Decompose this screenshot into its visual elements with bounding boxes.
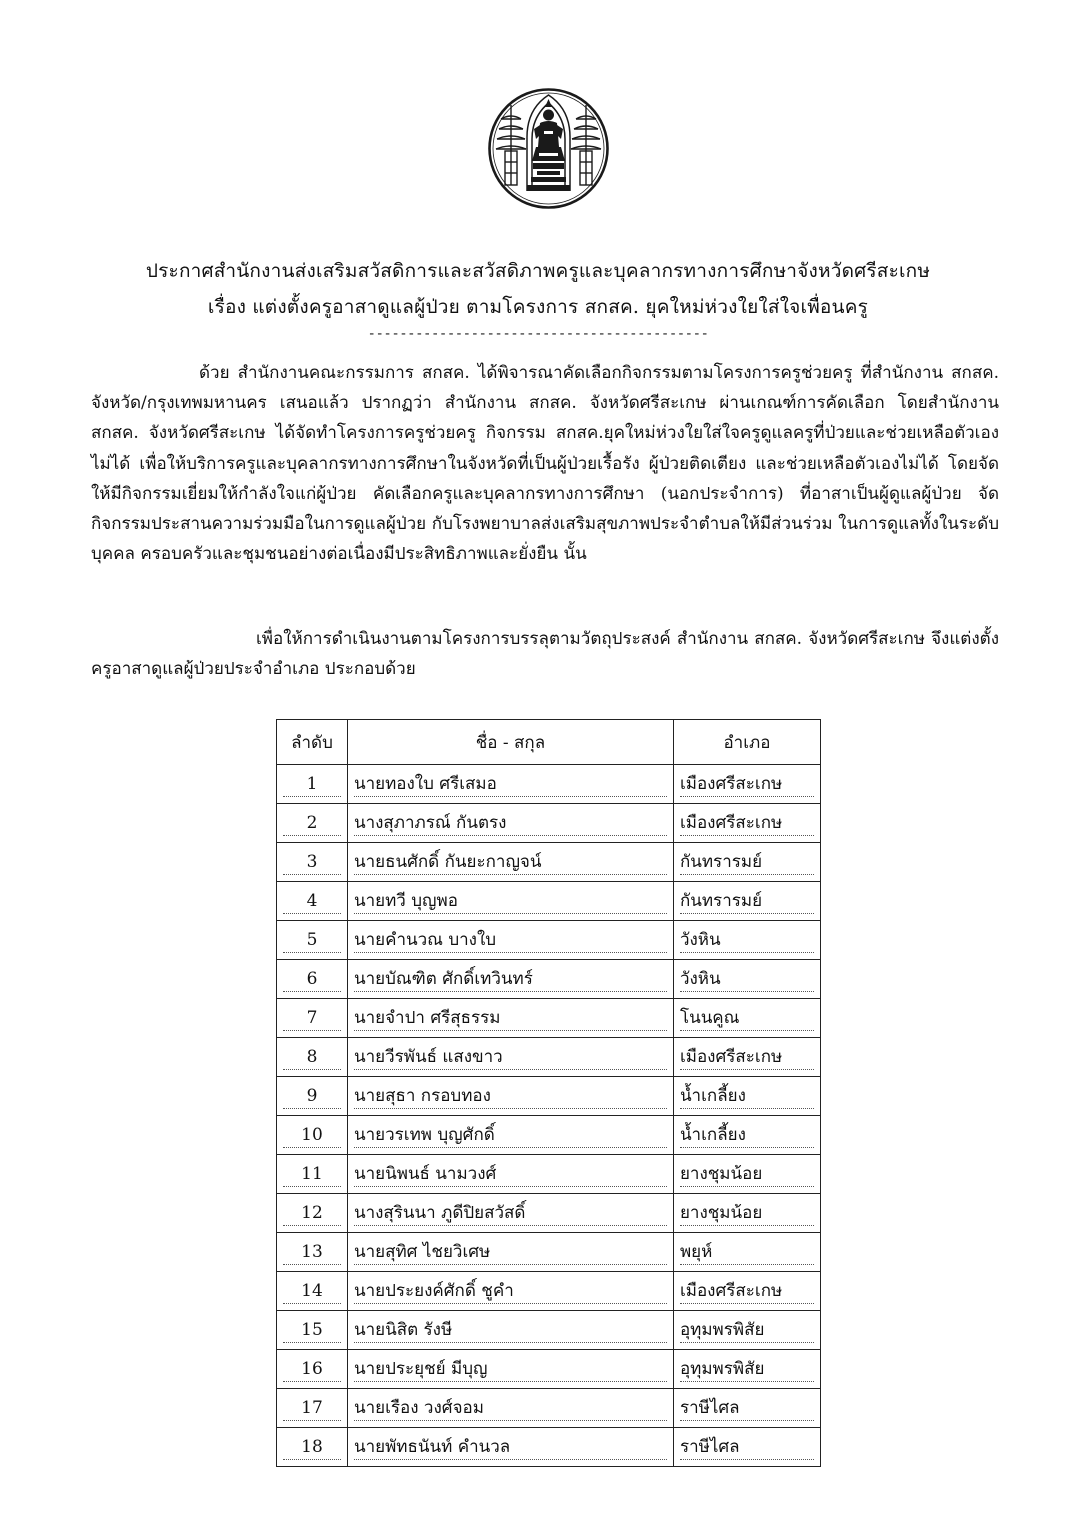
row-name: นายทองใบ ศรีเสมอ xyxy=(354,772,667,797)
row-number-cell xyxy=(277,921,348,960)
table-row xyxy=(277,921,821,960)
row-district: ราษีไศล xyxy=(680,1396,814,1421)
row-name-cell xyxy=(347,1038,673,1077)
row-district-cell xyxy=(673,1038,820,1077)
row-number-cell xyxy=(277,960,348,999)
row-name-cell xyxy=(347,960,673,999)
table-row xyxy=(277,1233,821,1272)
row-district-cell xyxy=(673,1311,820,1350)
table-row xyxy=(277,960,821,999)
row-name: นายคำนวณ บางใบ xyxy=(354,928,667,953)
row-district: น้ำเกลี้ยง xyxy=(680,1123,814,1148)
announcement-title: ประกาศสำนักงานส่งเสริมสวัสดิการและสวัสดิภาพครูและบุคลากรทางการศึกษาจังหวัดศรีสะเกษ xyxy=(145,260,931,282)
row-district-cell xyxy=(673,765,820,804)
row-number: 1 xyxy=(283,772,341,797)
table-row xyxy=(277,1038,821,1077)
row-district: อุทุมพรพิสัย xyxy=(680,1357,814,1382)
table-row xyxy=(277,765,821,804)
government-seal-icon xyxy=(487,87,610,210)
row-number: 6 xyxy=(283,967,341,992)
row-district-cell xyxy=(673,960,820,999)
row-number-cell xyxy=(277,999,348,1038)
row-name: นายวรเทพ บุญศักดิ์ xyxy=(354,1123,667,1148)
row-name-cell xyxy=(347,1116,673,1155)
row-district: กันทรารมย์ xyxy=(680,850,814,875)
row-name: นายจำปา ศรีสุธรรม xyxy=(354,1006,667,1031)
row-name-cell xyxy=(347,1233,673,1272)
row-district: วังหิน xyxy=(680,928,814,953)
row-number-cell xyxy=(277,1272,348,1311)
row-district: โนนคูณ xyxy=(680,1006,814,1031)
volunteer-teacher-table xyxy=(276,719,821,1467)
row-district-cell xyxy=(673,1233,820,1272)
row-district: พยุห์ xyxy=(680,1240,814,1265)
table-row xyxy=(277,1194,821,1233)
row-number-cell xyxy=(277,1311,348,1350)
row-name-cell xyxy=(347,921,673,960)
table-row xyxy=(277,1311,821,1350)
row-number-cell xyxy=(277,1155,348,1194)
row-name-cell xyxy=(347,1350,673,1389)
row-number-cell xyxy=(277,1389,348,1428)
row-name-cell xyxy=(347,1155,673,1194)
table-row xyxy=(277,882,821,921)
row-name: นายนิพนธ์ นามวงศ์ xyxy=(354,1162,667,1187)
row-name: นายบัณฑิต ศักดิ์เทวินทร์ xyxy=(354,967,667,992)
row-district-cell xyxy=(673,1389,820,1428)
column-header-district: อำเภอ xyxy=(673,720,820,765)
body-paragraph-1: ด้วย สำนักงานคณะกรรมการ สกสค. ได้พิจารณาคัดเลือกกิจกรรมตามโครงการครูช่วยครู ที่สำนักงาน สกสค. จังหวัด/กรุงเทพมหานคร เสนอแล้ว ปรากฏว่า สำนักงาน สกสค. จังหวัดศรีสะเกษ ผ่านเกณฑ์การคัดเลือก โดยสำนักงาน สกสค. จังหวัดศรีสะเกษ ได้จัดทำโครงการครูช่วยครู กิจกรรม สกสค.ยุคใหม่ห่วงใยใส่ใจครูดูแลครูที่ป่วยและช่วยเหลือตัวเองไม่ได้ เพื่อให้บริการครูและบุคลากรทางการศึกษาในจังหวัดที่เป็นผู้ป่วยเรื้อรัง ผู้ป่วยติดเตียง และช่วยเหลือตัวเองไม่ได้ โดยจัดให้มีกิจกรรมเยี่ยมให้กำลังใจแก่ผู้ป่วย คัดเลือกครูและบุคลากรทางการศึกษา (นอกประจำการ) ที่อาสาเป็นผู้ดูแลผู้ป่วย จัดกิจกรรมประสานความร่วมมือในการดูแลผู้ป่วย กับโรงพยาบาลส่งเสริมสุขภาพประจำตำบลให้มีส่วนร่วม ในการดูแลทั้งในระดับบุคคล ครอบครัวและชุมชนอย่างต่อเนื่องมีประสิทธิภาพและยั่งยืน นั้น xyxy=(91,363,999,565)
row-number: 9 xyxy=(283,1084,341,1109)
title-separator: ------------------------------------------- xyxy=(367,326,709,342)
row-name-cell xyxy=(347,882,673,921)
table-row xyxy=(277,1350,821,1389)
row-district: ราษีไศล xyxy=(680,1435,814,1460)
row-number: 15 xyxy=(283,1318,341,1343)
row-district-cell xyxy=(673,1428,820,1467)
table-row xyxy=(277,1389,821,1428)
row-name: นายประยงค์ศักดิ์ ชูคำ xyxy=(354,1279,667,1304)
row-number-cell xyxy=(277,1077,348,1116)
row-name: นายพัทธนันท์ คำนวล xyxy=(354,1435,667,1460)
row-number-cell xyxy=(277,1116,348,1155)
row-name-cell xyxy=(347,1311,673,1350)
table-row xyxy=(277,999,821,1038)
row-number: 17 xyxy=(283,1396,341,1421)
row-number: 18 xyxy=(283,1435,341,1460)
row-name: นางสุภาภรณ์ กันตรง xyxy=(354,811,667,836)
row-name-cell xyxy=(347,1389,673,1428)
row-district-cell xyxy=(673,843,820,882)
table-row xyxy=(277,804,821,843)
row-name: นางสุรินนา ภูดีปิยสวัสดิ์ xyxy=(354,1201,667,1226)
row-number: 10 xyxy=(283,1123,341,1148)
row-number-cell xyxy=(277,1350,348,1389)
body-paragraph-2: เพื่อให้การดำเนินงานตามโครงการบรรลุตามวัตถุประสงค์ สำนักงาน สกสค. จังหวัดศรีสะเกษ จึงแต่งตั้งครูอาสาดูแลผู้ป่วยประจำอำเภอ ประกอบด้วย xyxy=(91,629,999,680)
row-number: 4 xyxy=(283,889,341,914)
row-number: 11 xyxy=(283,1162,341,1187)
row-district-cell xyxy=(673,999,820,1038)
row-district-cell xyxy=(673,1350,820,1389)
row-name-cell xyxy=(347,843,673,882)
row-name-cell xyxy=(347,765,673,804)
row-name: นายประยุชย์ มีบุญ xyxy=(354,1357,667,1382)
row-name: นายธนศักดิ์ กันยะกาญจน์ xyxy=(354,850,667,875)
row-district-cell xyxy=(673,804,820,843)
row-district-cell xyxy=(673,1272,820,1311)
row-number: 12 xyxy=(283,1201,341,1226)
column-header-name: ชื่อ - สกุล xyxy=(347,720,673,765)
row-number: 14 xyxy=(283,1279,341,1304)
row-district: อุทุมพรพิสัย xyxy=(680,1318,814,1343)
row-number-cell xyxy=(277,765,348,804)
row-district: น้ำเกลี้ยง xyxy=(680,1084,814,1109)
row-number: 13 xyxy=(283,1240,341,1265)
row-number-cell xyxy=(277,882,348,921)
table-header-row xyxy=(277,720,821,765)
row-district-cell xyxy=(673,1194,820,1233)
row-district-cell xyxy=(673,1155,820,1194)
row-name: นายเรือง วงศ์จอม xyxy=(354,1396,667,1421)
row-number: 8 xyxy=(283,1045,341,1070)
table-row xyxy=(277,1155,821,1194)
announcement-subject: เรื่อง แต่งตั้งครูอาสาดูแลผู้ป่วย ตามโครงการ สกสค. ยุคใหม่ห่วงใยใส่ใจเพื่อนครู xyxy=(207,296,869,318)
row-name-cell xyxy=(347,1077,673,1116)
row-district: กันทรารมย์ xyxy=(680,889,814,914)
table-row xyxy=(277,1077,821,1116)
row-number-cell xyxy=(277,843,348,882)
column-header-no: ลำดับ xyxy=(277,720,348,765)
row-name: นายสุทิศ ไชยวิเศษ xyxy=(354,1240,667,1265)
row-number: 2 xyxy=(283,811,341,836)
row-name-cell xyxy=(347,1194,673,1233)
row-name-cell xyxy=(347,804,673,843)
row-district: เมืองศรีสะเกษ xyxy=(680,772,814,797)
row-district-cell xyxy=(673,921,820,960)
row-district-cell xyxy=(673,1077,820,1116)
row-name: นายทวี บุญพอ xyxy=(354,889,667,914)
row-district: ยางชุมน้อย xyxy=(680,1162,814,1187)
row-name-cell xyxy=(347,1428,673,1467)
row-number: 7 xyxy=(283,1006,341,1031)
row-name-cell xyxy=(347,1272,673,1311)
row-district-cell xyxy=(673,882,820,921)
row-name-cell xyxy=(347,999,673,1038)
row-district-cell xyxy=(673,1116,820,1155)
table-row xyxy=(277,1428,821,1467)
row-number: 16 xyxy=(283,1357,341,1382)
row-number: 3 xyxy=(283,850,341,875)
row-number-cell xyxy=(277,1233,348,1272)
table-row xyxy=(277,1116,821,1155)
row-district: ยางชุมน้อย xyxy=(680,1201,814,1226)
row-number: 5 xyxy=(283,928,341,953)
row-district: เมืองศรีสะเกษ xyxy=(680,1045,814,1070)
row-district: เมืองศรีสะเกษ xyxy=(680,1279,814,1304)
row-number-cell xyxy=(277,804,348,843)
row-number-cell xyxy=(277,1194,348,1233)
table-row xyxy=(277,843,821,882)
row-number-cell xyxy=(277,1428,348,1467)
row-district: เมืองศรีสะเกษ xyxy=(680,811,814,836)
row-number-cell xyxy=(277,1038,348,1077)
row-name: นายสุธา กรอบทอง xyxy=(354,1084,667,1109)
row-district: วังหิน xyxy=(680,967,814,992)
row-name: นายนิสิต รังษี xyxy=(354,1318,667,1343)
row-name: นายวีรพันธ์ แสงขาว xyxy=(354,1045,667,1070)
table-row xyxy=(277,1272,821,1311)
table-body xyxy=(277,765,821,1467)
